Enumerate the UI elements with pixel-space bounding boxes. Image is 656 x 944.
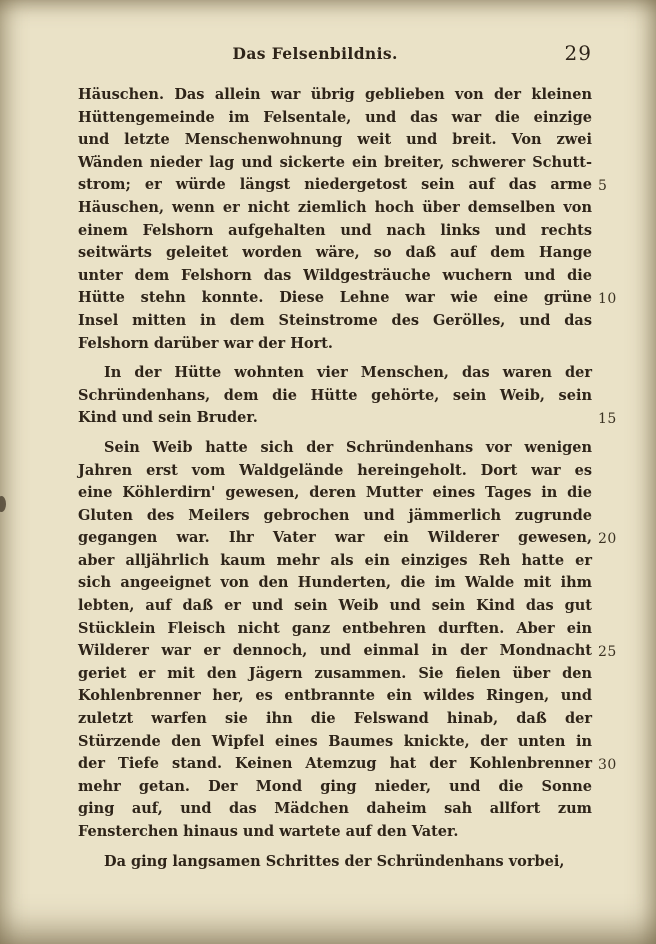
line-text: einem Felshorn aufgehalten und nach links und rechts: [78, 221, 592, 239]
margin-line-number: 15: [598, 411, 617, 428]
text-line: [78, 129, 592, 152]
line-text: lebten, auf daß er und sein Weib und sein Kind das gut: [78, 597, 592, 615]
text-line: [78, 851, 592, 874]
text-line: [78, 287, 617, 310]
line-text: Fensterchen hinaus und wartete auf den Vater.: [78, 823, 459, 840]
line-text: mehr getan. Der Mond ging nieder, und die Sonne: [78, 777, 592, 795]
paragraph: [78, 437, 617, 844]
line-text: sich angeeignet von den Hunderten, die im Walde mit ihm: [78, 574, 592, 592]
page-number: 29: [564, 41, 592, 65]
text-line: [78, 798, 592, 821]
line-text: Sein Weib hatte sich der Schründenhans vor wenigen: [104, 438, 592, 456]
text-line: [78, 640, 617, 663]
text-line: [78, 708, 592, 731]
margin-line-number: 25: [598, 644, 617, 661]
line-text: Felshorn darüber war der Hort.: [78, 334, 333, 352]
line-text: eine Köhlerdirn' gewesen, deren Mutter eines Tages in die: [78, 484, 592, 502]
text-line: [78, 362, 592, 385]
line-text: aber alljährlich kaum mehr als ein einziges Reh hatte er: [78, 551, 592, 569]
line-text: ging auf, und das Mädchen daheim sah allfort zum: [78, 800, 592, 818]
margin-line-number: 5: [598, 178, 608, 195]
line-text: unter dem Felshorn das Wildgesträuche wuchern und die: [78, 266, 592, 284]
text-line: [78, 310, 592, 333]
line-text: Wilderer war er dennoch, und einmal in der Mondnacht: [78, 642, 592, 660]
text-line: [78, 527, 617, 550]
text-line: [78, 550, 592, 573]
line-text: zuletzt warfen sie ihn die Felswand hinab, daß der: [78, 710, 592, 728]
text-line: [78, 84, 592, 107]
line-text: Schründenhans, dem die Hütte gehörte, sein Weib, sein: [78, 386, 592, 404]
text-line: [78, 242, 592, 265]
line-text: Häuschen. Das allein war übrig geblieben von der kleinen: [78, 86, 592, 103]
text-line: [78, 437, 592, 460]
text-line: [78, 460, 592, 483]
text-line: [78, 265, 592, 288]
paragraph: [78, 851, 592, 874]
page-header: [78, 41, 592, 68]
text-line: [78, 505, 592, 528]
text-line: [78, 731, 592, 754]
line-text: Wänden nieder lag und sickerte ein breiter, schwerer Schutt-: [78, 153, 592, 171]
text-line: [78, 333, 592, 356]
line-text: Stücklein Fleisch nicht ganz entbehren durften. Aber ein: [78, 619, 592, 637]
text-line: [78, 821, 592, 844]
text-line: [78, 685, 592, 708]
text-line: [78, 663, 592, 686]
line-text: Stürzende den Wipfel eines Baumes knickte, der unten in: [78, 732, 592, 750]
line-text: Gluten des Meilers gebrochen und jämmerlich zugrunde: [78, 506, 592, 524]
page-body: [78, 84, 617, 873]
text-line: [78, 152, 592, 175]
line-text: Hüttengemeinde im Felsentale, und das war die einzige: [78, 108, 592, 126]
text-line: [78, 595, 592, 618]
margin-line-number: 10: [598, 291, 617, 308]
line-text: Da ging langsamen Schrittes der Schründenhans vorbei,: [104, 852, 565, 870]
scan-artifact: [0, 496, 6, 512]
margin-line-number: 20: [598, 531, 617, 548]
line-text: seitwärts geleitet worden wäre, so daß auf dem Hange: [78, 244, 592, 262]
text-line: [78, 407, 617, 430]
text-line: [78, 618, 592, 641]
line-text: Insel mitten in dem Steinstrome des Gerölles, und das: [78, 311, 592, 329]
line-text: strom; er würde längst niedergetost sein auf das arme: [78, 176, 592, 194]
text-line: [78, 107, 592, 130]
line-text: In der Hütte wohnten vier Menschen, das waren der: [104, 364, 592, 382]
text-line: [78, 776, 592, 799]
line-text: Kind und sein Bruder.: [78, 409, 258, 427]
line-text: der Tiefe stand. Keinen Atemzug hat der Kohlenbrenner: [78, 755, 592, 773]
text-line: [78, 753, 617, 776]
line-text: gegangen war. Ihr Vater war ein Wilderer gewesen,: [78, 529, 592, 547]
paragraph: [78, 362, 617, 430]
text-line: [78, 197, 592, 220]
line-text: Hütte stehn konnte. Diese Lehne war wie eine grüne: [78, 289, 592, 307]
text-line: [78, 385, 592, 408]
paragraph: [78, 84, 617, 355]
text-line: [78, 572, 592, 595]
text-line: [78, 482, 592, 505]
line-text: geriet er mit den Jägern zusammen. Sie fielen über den: [78, 664, 592, 682]
running-title: Das Felsenbildnis.: [232, 44, 398, 63]
line-text: und letzte Menschenwohnung weit und breit. Von zwei: [78, 131, 592, 149]
line-text: Kohlenbrenner her, es entbrannte ein wildes Ringen, und: [78, 687, 592, 705]
line-text: Jahren erst vom Waldgelände hereingeholt. Dort war es: [78, 461, 592, 479]
text-line: [78, 220, 592, 243]
line-text: Häuschen, wenn er nicht ziemlich hoch über demselben von: [78, 198, 592, 216]
margin-line-number: 30: [598, 757, 617, 774]
text-line: [78, 174, 608, 197]
